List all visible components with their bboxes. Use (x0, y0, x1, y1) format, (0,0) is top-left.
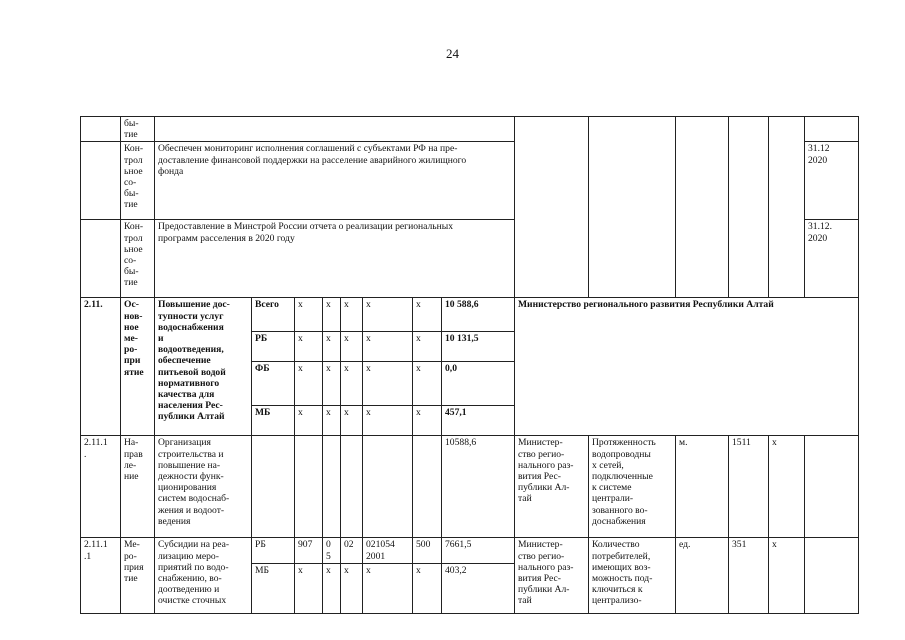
indicator: Протяженность водопроводны х сетей, подключенные к системе централи- зованного во- доснабжения (589, 436, 676, 538)
funding-amount: 403,2 (442, 564, 515, 614)
cell-date (805, 436, 859, 538)
funding-source: РБ (252, 332, 295, 362)
funding-amount: 0,0 (442, 362, 515, 406)
budget-code: 021054 2001 (363, 538, 413, 564)
budget-code (341, 436, 363, 538)
control-event-text: Обеспечен мониторинг исполнения соглашений с субъектами РФ на пре- доставление финансовой поддержки на расселение аварийного жилищного фонда (155, 142, 515, 220)
budget-code: x (295, 564, 323, 614)
budget-code (363, 436, 413, 538)
cell-num: 2.11.1 . (81, 436, 121, 538)
cell-num: 2.11.1 .1 (81, 538, 121, 614)
funding-source: РБ (252, 538, 295, 564)
activity-name: Повышение дос- тупности услуг водоснабжения и водоотведения, обеспечение питьевой водой нормативного качества для населения Рес- публики Алтай (155, 298, 252, 436)
indicator-unit: ед. (676, 538, 729, 614)
cell-type: Ос- нов- ное ме- ро- при ятие (121, 298, 155, 436)
budget-code: x (341, 564, 363, 614)
budget-code: x (341, 362, 363, 406)
indicator-mark: x (769, 436, 805, 538)
budget-code: x (363, 406, 413, 436)
budget-code: x (295, 332, 323, 362)
indicator-unit: м. (676, 436, 729, 538)
cell-executor (515, 117, 589, 298)
budget-code: x (295, 298, 323, 332)
indicator-value: 1511 (729, 436, 769, 538)
budget-code: x (413, 564, 442, 614)
budget-code: 02 (341, 538, 363, 564)
budget-code: x (323, 332, 341, 362)
budget-code: x (413, 406, 442, 436)
funding-source (252, 436, 295, 538)
budget-code (323, 436, 341, 538)
cell-num (81, 142, 121, 220)
budget-code: x (363, 332, 413, 362)
cell-type: Ме- ро- прия тие (121, 538, 155, 614)
funding-source: Всего (252, 298, 295, 332)
budget-code: x (295, 406, 323, 436)
cell-date (805, 538, 859, 614)
funding-amount: 10 131,5 (442, 332, 515, 362)
budget-code: 907 (295, 538, 323, 564)
budget-code: 500 (413, 538, 442, 564)
budget-code: x (341, 298, 363, 332)
page-number: 24 (446, 46, 459, 61)
funding-source: МБ (252, 564, 295, 614)
cell-num (81, 117, 121, 142)
budget-code: x (413, 298, 442, 332)
budget-code: x (341, 332, 363, 362)
cell-type: Кон- трол ьное со- бы- тие (121, 220, 155, 298)
funding-source: ФБ (252, 362, 295, 406)
cell-date: 31.12. 2020 (805, 220, 859, 298)
table-row (81, 117, 859, 142)
funding-amount: 457,1 (442, 406, 515, 436)
funding-amount: 10588,6 (442, 436, 515, 538)
indicator-value: 351 (729, 538, 769, 614)
funding-source: МБ (252, 406, 295, 436)
direction-name: Организация строительства и повышение на- дежности функ- ционирования систем водоснаб- жения и водоот- ведения (155, 436, 252, 538)
cell-date (805, 117, 859, 142)
measure-name: Субсидии на реа- лизацию меро- приятий по водо- снабжению, во- доотведению и очистке сточных (155, 538, 252, 614)
executor: Министер- ство регио- нального раз- вития Рес- публики Ал- тай (515, 538, 589, 614)
budget-code: x (323, 298, 341, 332)
budget-code: x (413, 332, 442, 362)
cell-type: бы- тие (121, 117, 155, 142)
budget-code: x (295, 362, 323, 406)
cell-text (155, 117, 515, 142)
budget-code (295, 436, 323, 538)
control-event-text: Предоставление в Минстрой России отчета о реализации региональных программ расселения в 2020 году (155, 220, 515, 298)
budget-code: x (363, 298, 413, 332)
cell-unit (676, 117, 729, 298)
indicator-mark: x (769, 538, 805, 614)
table-row (81, 436, 859, 538)
cell-indicator (589, 117, 676, 298)
budget-code (413, 436, 442, 538)
budget-code: 0 5 (323, 538, 341, 564)
executor: Министерство регионального развития Республики Алтай (515, 298, 859, 436)
cell-num (81, 220, 121, 298)
budget-code: x (323, 564, 341, 614)
cell-type: Кон- трол ьное со- бы- тие (121, 142, 155, 220)
executor: Министер- ство регио- нального раз- вития Рес- публики Ал- тай (515, 436, 589, 538)
budget-code: x (323, 362, 341, 406)
cell-date: 31.12 2020 (805, 142, 859, 220)
cell-value (729, 117, 769, 298)
budget-code: x (323, 406, 341, 436)
budget-code: x (363, 362, 413, 406)
budget-code: x (413, 362, 442, 406)
table-row (81, 538, 859, 564)
cell-num: 2.11. (81, 298, 121, 436)
funding-amount: 7661,5 (442, 538, 515, 564)
cell-type: На- прав ле- ние (121, 436, 155, 538)
program-table (80, 116, 859, 614)
indicator: Количество потребителей, имеющих воз- можность под- ключиться к централизо- (589, 538, 676, 614)
table-row (81, 298, 859, 332)
budget-code: x (363, 564, 413, 614)
funding-amount: 10 588,6 (442, 298, 515, 332)
budget-code: x (341, 406, 363, 436)
cell-mark (769, 117, 805, 298)
